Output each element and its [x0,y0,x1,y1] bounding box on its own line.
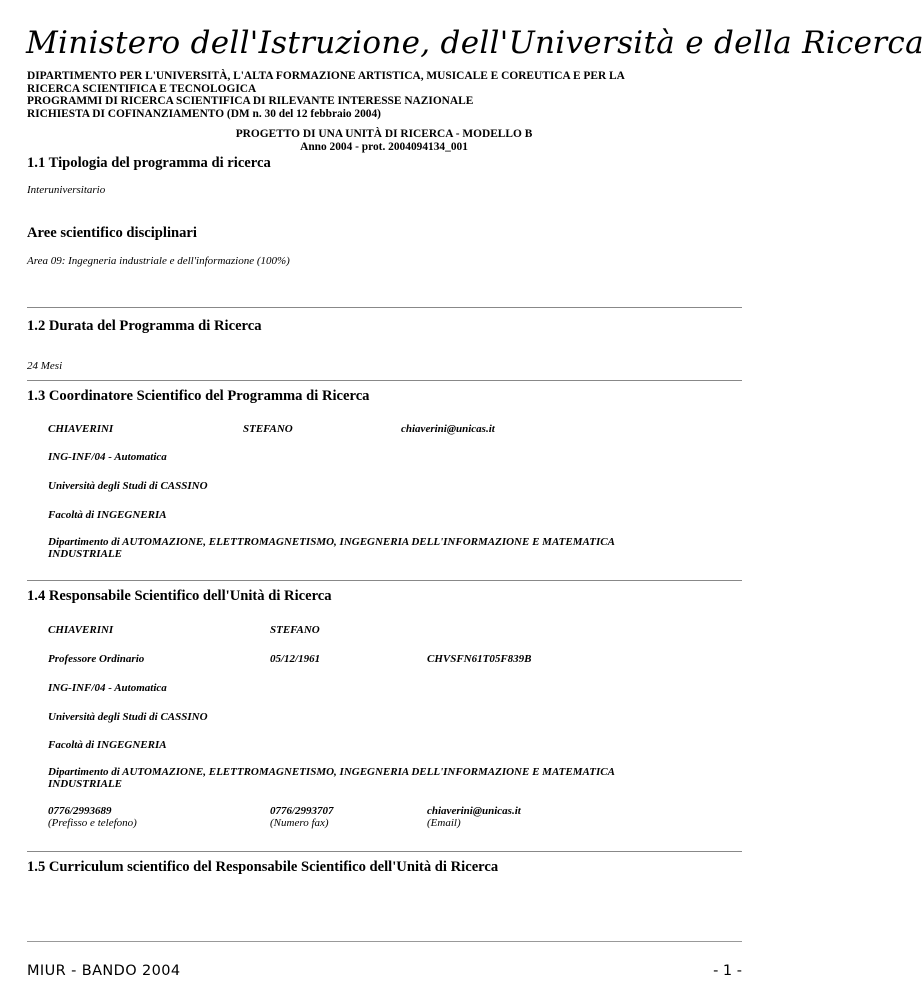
coordinator-faculty: Facoltà di INGEGNERIA [48,509,167,521]
responsible-university: Università degli Studi di CASSINO [48,711,208,723]
responsible-fax: 0776/2993707 [270,805,334,817]
responsible-role: Professore Ordinario [48,653,145,665]
department-header [27,70,742,120]
section-title-aree: Aree scientifico disciplinari [27,225,197,241]
duration-value: 24 Mesi [27,360,63,372]
responsible-ssd: ING-INF/04 - Automatica [48,682,167,694]
email-label: (Email) [427,817,461,829]
responsible-phone: 0776/2993689 [48,805,112,817]
coordinator-name: STEFANO [243,423,293,435]
section-title-1-4: 1.4 Responsabile Scientifico dell'Unità di Ricerca [27,588,332,604]
phone-label: (Prefisso e telefono) [48,817,137,829]
project-model: PROGETTO DI UNA UNITÀ DI RICERCA - MODELLO B [235,128,533,140]
responsible-faculty: Facoltà di INGEGNERIA [48,739,167,751]
project-header [0,128,768,153]
dept-line: RICHIESTA DI COFINANZIAMENTO (DM n. 30 del 12 febbraio 2004) [27,107,381,120]
footer-label: MIUR - BANDO 2004 [27,963,181,979]
dept-line: PROGRAMMI DI RICERCA SCIENTIFICA DI RILEVANTE INTERESSE NAZIONALE [27,95,474,107]
fax-label: (Numero fax) [270,817,329,829]
scientific-area-value: Area 09: Ingegneria industriale e dell'informazione (100%) [27,255,290,267]
coordinator-department: Dipartimento di AUTOMAZIONE, ELETTROMAGNETISMO, INGEGNERIA DELL'INFORMAZIONE E MATEMATICA INDUSTRIALE [48,536,615,560]
dept-line: DIPARTIMENTO PER L'UNIVERSITÀ, L'ALTA FORMAZIONE ARTISTICA, MUSICALE E COREUTICA E PER LA [27,70,625,82]
ministry-title: Ministero dell'Istruzione, dell'Università e della Ricerca [26,25,924,61]
responsible-surname: CHIAVERINI [48,624,114,636]
section-title-1-2: 1.2 Durata del Programma di Ricerca [27,318,262,334]
responsible-tax-code: CHVSFN61T05F839B [427,653,532,665]
responsible-name: STEFANO [270,624,320,636]
divider [27,380,742,381]
divider [27,580,742,581]
coordinator-university: Università degli Studi di CASSINO [48,480,208,492]
section-title-1-5: 1.5 Curriculum scientifico del Responsabile Scientifico dell'Unità di Ricerca [27,859,499,875]
divider [27,851,742,852]
divider [27,307,742,308]
project-protocol: Anno 2004 - prot. 2004094134_001 [300,140,468,153]
page-number: - 1 - [713,963,742,979]
coordinator-surname: CHIAVERINI [48,423,114,435]
coordinator-email: chiaverini@unicas.it [401,423,495,435]
responsible-department: Dipartimento di AUTOMAZIONE, ELETTROMAGNETISMO, INGEGNERIA DELL'INFORMAZIONE E MATEMATICA INDUSTRIALE [48,766,615,790]
dept-line: RICERCA SCIENTIFICA E TECNOLOGICA [27,82,257,95]
section-title-1-3: 1.3 Coordinatore Scientifico del Programma di Ricerca [27,388,370,404]
coordinator-ssd: ING-INF/04 - Automatica [48,451,167,463]
section-title-1-1: 1.1 Tipologia del programma di ricerca [27,155,271,171]
footer-divider [27,941,742,942]
responsible-birthdate: 05/12/1961 [270,653,321,665]
program-type-value: Interuniversitario [27,184,106,196]
responsible-email: chiaverini@unicas.it [427,805,521,817]
